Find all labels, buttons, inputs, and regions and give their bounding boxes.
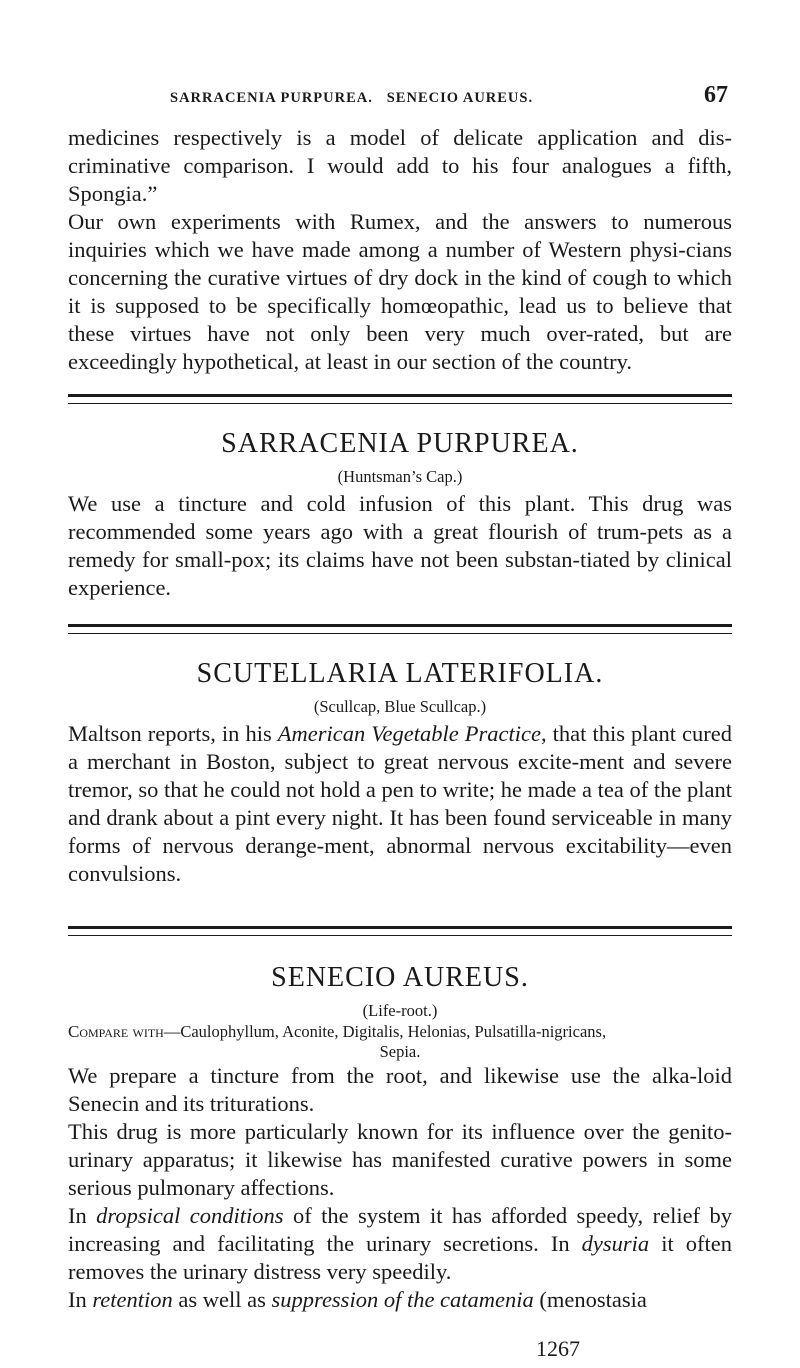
scutellaria-body-start: Maltson reports, in his (68, 721, 278, 746)
common-name-scutellaria: (Scullcap, Blue Scullcap.) (313, 697, 487, 716)
senecio-paragraph-3 (68, 1202, 732, 1286)
page-content (68, 124, 732, 1314)
text-run: (menostasia (533, 1287, 647, 1312)
compare-with-list (68, 1022, 732, 1062)
italic-term: retention (92, 1287, 173, 1312)
compare-remedies: —Caulophyllum, Aconite, Digitalis, Helonias, Pulsatilla-nigricans, (163, 1022, 607, 1041)
senecio-paragraph-1: We prepare a tincture from the root, and likewise use the alka-loid Senecin and its triturations. (68, 1063, 732, 1116)
intro-paragraph-1: medicines respectively is a model of delicate application and dis-criminative comparison. I would add to his four analogues a fifth, Spongia.” (68, 125, 732, 206)
italic-term: dropsical conditions (96, 1203, 284, 1228)
book-title: American Vegetable Practice (277, 721, 542, 746)
italic-term: dysuria (581, 1231, 650, 1256)
scutellaria-body (68, 720, 732, 888)
italic-term: suppression of the catamenia (271, 1287, 534, 1312)
section-rule (68, 926, 732, 936)
section-heading-scutellaria: SCUTELLARIA LATERIFOLIA. (196, 658, 604, 689)
signature-number: 1267 (536, 1336, 580, 1361)
section-rule (68, 394, 732, 404)
text-run: In (68, 1203, 97, 1228)
compare-remedies-cont: Sepia. (379, 1042, 421, 1061)
senecio-paragraph-2: This drug is more particularly known for its influence over the genito-urinary apparatus; it likewise has manifested curative powers in some serious pulmonary affections. (68, 1119, 732, 1200)
text-run: it often removes the urinary distress very speedily. (68, 1231, 732, 1284)
senecio-paragraph-4 (68, 1286, 732, 1314)
text-run: of the system it has afforded speedy, relief by increasing and facilitating the urinary secretions. In (68, 1203, 732, 1256)
intro-paragraph-2: Our own experiments with Rumex, and the answers to numerous inquiries which we have made among a number of Western physi-cians concerning the curative virtues of dry dock in the kind of cough to which it is supposed to be specifically homœopathic, lead us to believe that these virtues have not only been very much over-rated, but are exceedingly hypothetical, at least in our section of the country. (68, 209, 732, 374)
common-name-senecio: (Life-root.) (362, 1001, 438, 1020)
section-heading-sarracenia: SARRACENIA PURPUREA. (221, 428, 579, 459)
text-run: as well as (172, 1287, 272, 1312)
text-run: In (68, 1287, 93, 1312)
running-head (168, 82, 728, 122)
section-rule (68, 624, 732, 634)
section-heading-senecio: SENECIO AUREUS. (271, 962, 529, 993)
running-head-title: SARRACENIA PURPUREA. SENECIO AUREUS. (170, 90, 534, 106)
compare-label: Compare with (68, 1022, 164, 1041)
sarracenia-body: We use a tincture and cold infusion of this plant. This drug was recommended some years ago with a great flourish of trum-pets as a remedy for small-pox; its claims have not been substan-tiated by clinical experience. (68, 491, 732, 600)
scutellaria-body-end: , that this plant cured a merchant in Boston, subject to great nervous excite-ment and severe tremor, so that he could not hold a pen to write; he made a tea of the plant and drank about a pint every night. It has been found serviceable in many forms of nervous derange-ment, abnormal nervous excitability—even convulsions. (68, 721, 732, 886)
page-number: 67 (704, 82, 728, 108)
common-name-sarracenia: (Huntsman’s Cap.) (337, 467, 463, 486)
